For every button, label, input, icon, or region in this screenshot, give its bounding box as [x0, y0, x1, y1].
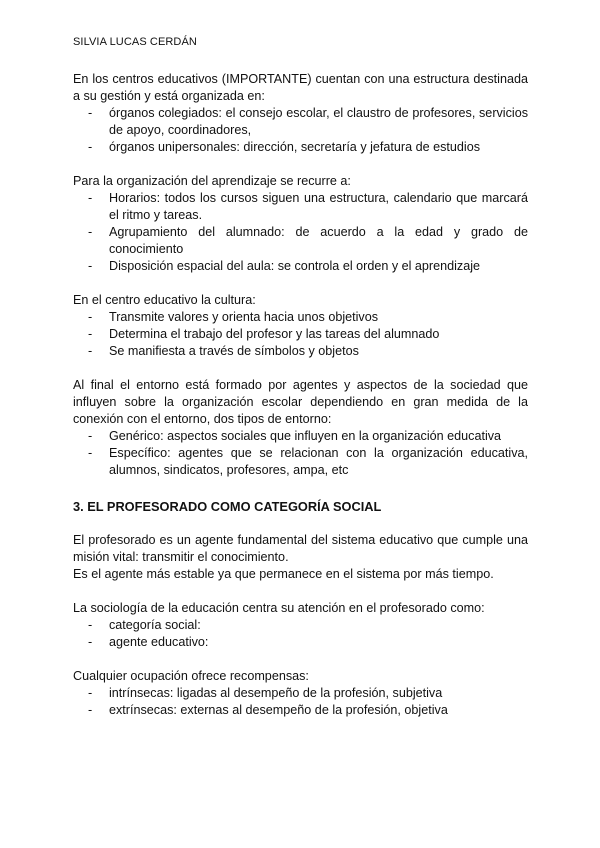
dash-list [73, 428, 528, 479]
block-cultura [73, 292, 528, 360]
paragraph-line: Es el agente más estable ya que permanece en el sistema por más tiempo. [73, 567, 494, 581]
block-aprendizaje [73, 173, 528, 275]
block-estructura [73, 71, 528, 156]
paragraph-intro: En los centros educativos (IMPORTANTE) cuentan con una estructura destinada a su gestión y está organizada en: [73, 72, 528, 103]
list-item: - órganos unipersonales: dirección, secretaría y jefatura de estudios [88, 140, 481, 154]
list-item: - Disposición espacial del aula: se controla el orden y el aprendizaje [88, 259, 481, 273]
list-item: - Genérico: aspectos sociales que influyen en la organización educativa [88, 429, 502, 443]
paragraph-line: El profesorado es un agente fundamental del sistema educativo que cumple una misión vital: transmitir el conocimiento. [73, 533, 528, 564]
page-header-author: SILVIA LUCAS CERDÁN [73, 36, 197, 48]
list-item: - Horarios: todos los cursos siguen una estructura, calendario que marcará el ritmo y tareas. [88, 191, 528, 222]
paragraph-intro: Cualquier ocupación ofrece recompensas: [73, 669, 309, 683]
block-entorno [73, 377, 528, 479]
list-item: - órganos colegiados: el consejo escolar, el claustro de profesores, servicios de apoyo, coordinadores, [88, 106, 528, 137]
list-item: - extrínsecas: externas al desempeño de la profesión, objetiva [88, 703, 448, 717]
section-heading: 3. EL PROFESORADO COMO CATEGORÍA SOCIAL [73, 499, 382, 514]
block-sociologia [73, 600, 528, 651]
list-item: - Agrupamiento del alumnado: de acuerdo a la edad y grado de conocimiento [88, 225, 528, 256]
dash-list [73, 190, 528, 275]
list-item: - intrínsecas: ligadas al desempeño de la profesión, subjetiva [88, 686, 443, 700]
block-recompensas [73, 668, 528, 719]
paragraph-intro: Al final el entorno está formado por agentes y aspectos de la sociedad que influyen sobre la organización escolar dependiendo en gran medida de la conexión con el entorno, dos tipos de entorno: [73, 378, 528, 426]
document-body [73, 71, 528, 736]
list-item: - Determina el trabajo del profesor y las tareas del alumnado [88, 327, 440, 341]
paragraph-intro: La sociología de la educación centra su atención en el profesorado como: [73, 601, 485, 615]
list-item: - Específico: agentes que se relacionan con la organización educativa, alumnos, sindicatos, profesores, ampa, etc [88, 446, 528, 477]
list-item: - Transmite valores y orienta hacia unos objetivos [88, 310, 379, 324]
block-profesorado [73, 532, 528, 583]
dash-list [73, 105, 528, 156]
list-item: - categoría social: [88, 618, 201, 632]
dash-list [73, 617, 528, 651]
list-item: - agente educativo: [88, 635, 209, 649]
dash-list [73, 685, 528, 719]
paragraph-intro: En el centro educativo la cultura: [73, 293, 256, 307]
dash-list [73, 309, 528, 360]
list-item: - Se manifiesta a través de símbolos y objetos [88, 344, 359, 358]
paragraph-intro: Para la organización del aprendizaje se recurre a: [73, 174, 351, 188]
